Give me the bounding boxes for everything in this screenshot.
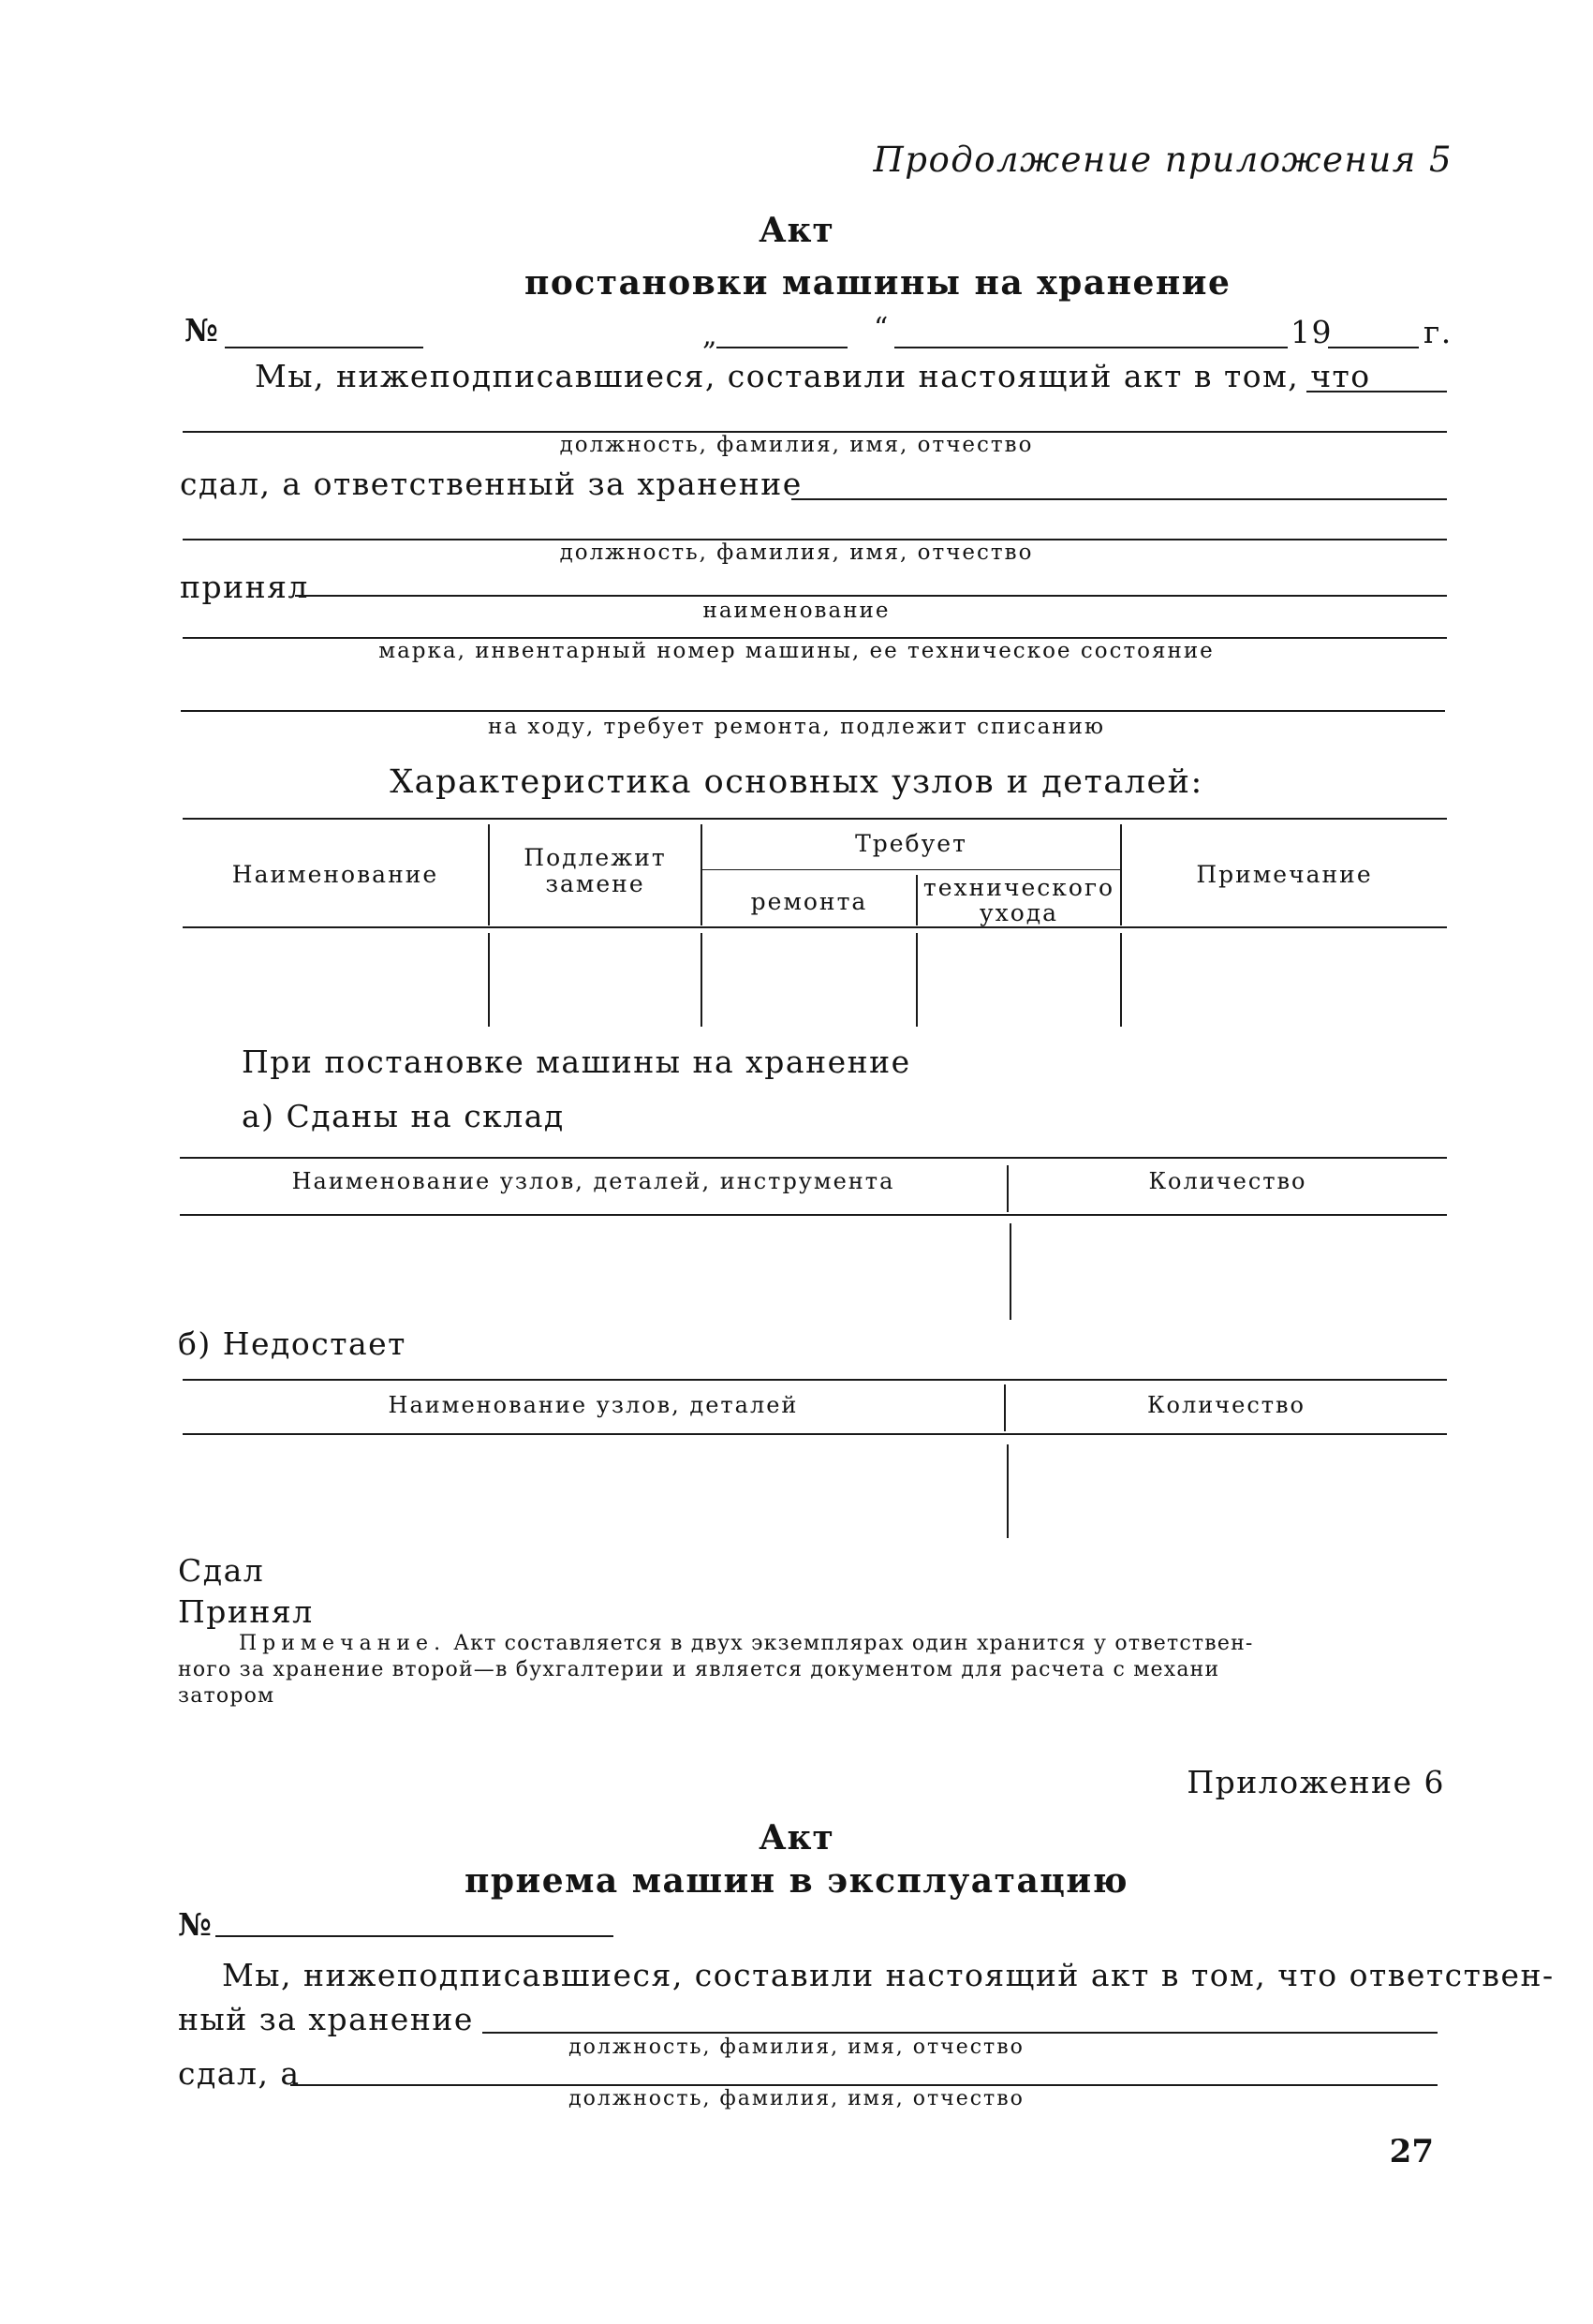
accepted-fill-line xyxy=(295,595,1447,597)
position-caption-1: должность, фамилия, имя, отчество xyxy=(559,433,1034,457)
number-fill-line xyxy=(225,347,423,348)
act-title: Акт xyxy=(759,211,834,250)
appendix6-number-sign: № xyxy=(178,1906,212,1943)
note-line-3: затором xyxy=(178,1684,275,1708)
appendix6-label: Приложение 6 xyxy=(1187,1764,1445,1800)
year-prefix: 19 xyxy=(1291,314,1333,350)
year-fill-line xyxy=(1328,347,1419,348)
handed-responsible-line: сдал, а ответственный за хранение xyxy=(180,466,803,502)
table1-header-rule xyxy=(183,926,1447,928)
note-label: Примечание. xyxy=(239,1632,447,1655)
table1-col-repair: ремонта xyxy=(750,888,868,915)
table1-requires-rule xyxy=(701,869,1120,870)
table1-top-rule xyxy=(183,818,1447,820)
table-b-col-name: Наименование узлов, деталей xyxy=(388,1392,799,1418)
appendix6-intro-line: Мы, нижеподписавшиеся, составили настоящий акт в том, что ответствен- xyxy=(222,1957,1555,1993)
intro-line: Мы, нижеподписавшиеся, составили настоящий акт в том, что xyxy=(255,358,1371,394)
state-caption: на ходу, требует ремонта, подлежит списанию xyxy=(488,715,1105,739)
table1-body-divider-3 xyxy=(916,933,918,1027)
month-fill-line xyxy=(894,347,1288,348)
table1-col-requires: Требует xyxy=(855,830,967,857)
note-text-1: Акт составляется в двух экземплярах один хранится у ответствен- xyxy=(453,1632,1254,1655)
appendix6-handed-fill-line xyxy=(290,2084,1438,2086)
handed-label: Сдал xyxy=(178,1552,265,1589)
quote-open: „ xyxy=(702,319,717,352)
table-a-body-divider xyxy=(1010,1223,1011,1320)
table1-col-replace-line1: Подлежит xyxy=(524,844,667,871)
table1-body-divider-1 xyxy=(488,933,490,1027)
section-a-label: а) Сданы на склад xyxy=(242,1098,565,1134)
accepted-label: Принял xyxy=(178,1593,314,1630)
table-b-body-divider xyxy=(1007,1444,1009,1538)
responsible-fill-line xyxy=(791,498,1447,500)
appendix6-caption-2: должность, фамилия, имя, отчество xyxy=(568,2087,1025,2110)
table1-col-maint-line2: ухода xyxy=(979,899,1059,926)
appendix6-handed-line: сдал, а xyxy=(178,2055,301,2092)
characteristics-title: Характеристика основных узлов и деталей: xyxy=(390,763,1203,801)
table-a-col-qty: Количество xyxy=(1148,1168,1307,1194)
position-caption-2: должность, фамилия, имя, отчество xyxy=(559,540,1034,565)
appendix6-caption-1: должность, фамилия, имя, отчество xyxy=(568,2035,1025,2059)
appendix6-number-fill-line xyxy=(215,1935,613,1937)
quote-close: “ xyxy=(874,312,889,345)
appendix6-responsible-fill-line xyxy=(482,2032,1438,2034)
table-a-top-rule xyxy=(180,1157,1447,1159)
state-fill-line xyxy=(181,710,1445,712)
table-a-col-name: Наименование узлов, деталей, инструмента xyxy=(291,1168,895,1194)
table1-body-divider-2 xyxy=(701,933,702,1027)
accepted-line: принял xyxy=(180,569,309,605)
intro-fill-line xyxy=(1306,391,1447,392)
table1-col-name: Наименование xyxy=(231,861,439,888)
table-b-top-rule xyxy=(183,1379,1447,1381)
continuation-header: Продолжение приложения 5 xyxy=(873,140,1453,180)
number-sign: № xyxy=(184,312,218,348)
year-suffix: г. xyxy=(1423,314,1453,350)
appendix6-responsible-line: ный за хранение xyxy=(178,2001,474,2037)
note-line-2: ного за хранение второй—в бухгалтерии и является документом для расчета с механи xyxy=(178,1658,1220,1681)
table1-body-divider-4 xyxy=(1120,933,1122,1027)
appendix6-title: Акт xyxy=(759,1818,834,1858)
page-number: 27 xyxy=(1389,2133,1434,2170)
brand-caption: марка, инвентарный номер машины, ее техническое состояние xyxy=(378,639,1215,663)
act-subtitle: постановки машины на хранение xyxy=(524,263,1232,303)
table-a-header-rule xyxy=(180,1214,1447,1216)
table-b-col-qty: Количество xyxy=(1146,1392,1305,1418)
name-caption: наименование xyxy=(702,599,891,623)
table1-col-note: Примечание xyxy=(1196,861,1373,888)
note-line-1 xyxy=(239,1634,1254,1654)
table-b-header-rule xyxy=(183,1433,1447,1435)
storage-heading: При постановке машины на хранение xyxy=(242,1044,911,1080)
appendix6-subtitle: приема машин в эксплуатацию xyxy=(465,1861,1128,1901)
table1-col-maint-line1: технического xyxy=(922,874,1115,901)
day-fill-line xyxy=(716,347,848,348)
section-b-label: б) Недостает xyxy=(178,1325,406,1362)
table1-col-replace-line2: замене xyxy=(545,870,645,897)
